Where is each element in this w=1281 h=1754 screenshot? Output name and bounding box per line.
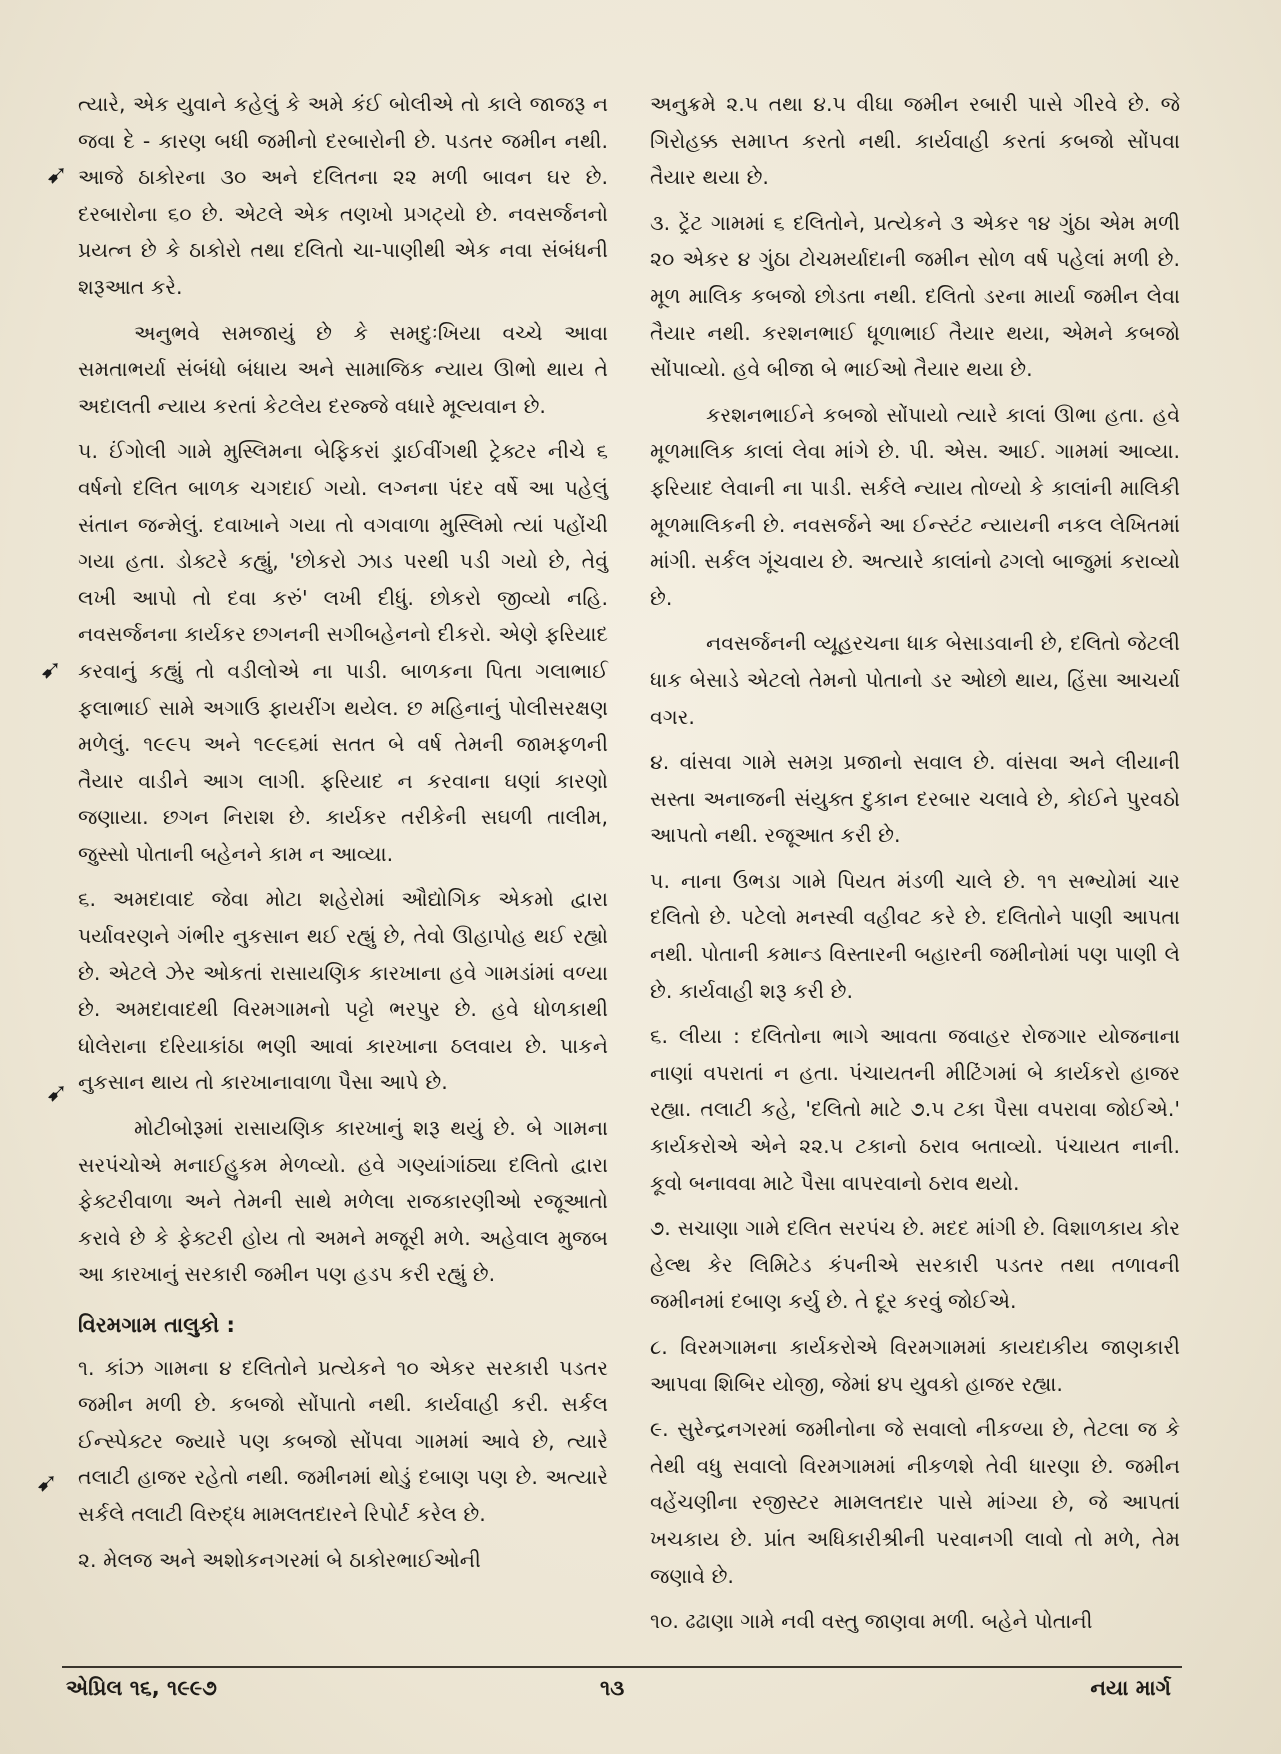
magazine-name: નયા માર્ગ xyxy=(1090,1676,1171,1700)
right-column xyxy=(650,86,1180,1649)
margin-mark-icon: ➹ xyxy=(46,1078,68,1108)
paragraph: ૫. નાના ઉભડા ગામે પિયત મંડળી ચાલે છે. ૧૧ સભ્યોમાં ચાર દલિતો છે. પટેલો મનસ્વી વહીવટ કરે છે. દલિતોને પાણી આપતા નથી. પોતાની કમાન્ડ વિસ્તારની બહારની જમીનોમાં પણ પાણી લે છે. કાર્યવાહી શરૂ કરી છે. xyxy=(650,868,1180,1003)
issue-date: એપ્રિલ ૧૬, ૧૯૯૭ xyxy=(66,1676,217,1700)
paragraph: નવસર્જનની વ્યૂહરચના ધાક બેસાડવાની છે, દલિતો જેટલી ધાક બેસાડે એટલો તેમનો પોતાનો ડર ઓછો થાય, હિંસા આચર્યા વગર. xyxy=(650,631,1180,729)
margin-mark-icon: ➹ xyxy=(46,160,68,190)
paragraph: ત્યારે, એક યુવાને કહેલું કે અમે કંઈ બોલીએ તો કાલે જાજરૂ ન જવા દે - કારણ બધી જમીનો દરબારોની છે. પડતર જમીન નથી. આજે ઠાકોરના ૩૦ અને દલિતના ૨૨ મળી બાવન ઘર છે. દરબારોના ૬૦ છે. એટલે એક તણખો પ્રગટ્યો છે. નવસર્જનનો પ્રયત્ન છે કે ઠાકોરો તથા દલિતો ચા-પાણીથી એક નવા સંબંધની શરૂઆત કરે. xyxy=(78,92,608,299)
paragraph: ૬. લીયા : દલિતોના ભાગે આવતા જવાહર રોજગાર યોજનાના નાણાં વપરાતાં ન હતા. પંચાયતની મીટિંગમાં બે કાર્યકરો હાજર રહ્યા. તલાટી કહે, 'દલિતો માટે ૭.૫ ટકા પૈસા વપરાવા જોઈએ.' કાર્યકરોએ એને ૨૨.૫ ટકાનો ઠરાવ બતાવ્યો. પંચાયત નાની. કૂવો બનાવવા માટે પૈસા વાપરવાનો ઠરાવ થયો. xyxy=(650,1024,1180,1195)
paragraph: ૧. કાંઝ ગામના ૪ દલિતોને પ્રત્યેકને ૧૦ એકર સરકારી પડતર જમીન મળી છે. કબજો સોંપાતો નથી. કાર્યવાહી કરી. સર્કલ ઈન્સ્પેક્ટર જ્યારે પણ કબજો સોંપવા ગામમાં આવે છે, ત્યારે તલાટી હાજર રહેતો નથી. જમીનમાં થોડું દબાણ પણ છે. અત્યારે સર્કલે તલાટી વિરુદ્ધ મામલતદારને રિપોર્ટ કરેલ છે. xyxy=(78,1355,608,1526)
paragraph: ૫. ઈંગોલી ગામે મુસ્લિમના બેફિકરાં ડ્રાઈવીંગથી ટ્રેક્ટર નીચે ૬ વર્ષનો દલિત બાળક ચગદાઈ ગયો. લગ્નના પંદર વર્ષે આ પહેલું સંતાન જન્મેલું. દવાખાને ગયા તો વગવાળા મુસ્લિમો ત્યાં પહોંચી ગયા હતા. ડોક્ટરે કહ્યું, 'છોકરો ઝાડ પરથી પડી ગયો છે, તેવું લખી આપો તો દવા કરું' લખી દીધું. છોકરો જીવ્યો નહિ. નવસર્જનના કાર્યકર છગનની સગીબહેનનો દીકરો. એણે ફરિયાદ કરવાનું કહ્યું તો વડીલોએ ના પાડી. બાળકના પિતા ગલાભાઈ ફલાભાઈ સામે અગાઉ ફાયરીંગ થયેલ. છ મહિનાનું પોલીસરક્ષણ મળેલું. ૧૯૯૫ અને ૧૯૯૬માં સતત બે વર્ષ તેમની જામફળની તૈયાર વાડીને આગ લાગી. ફરિયાદ ન કરવાના ઘણાં કારણો જણાયા. છગન નિરાશ છે. કાર્યકર તરીકેની સઘળી તાલીમ, જુસ્સો પોતાની બહેનને કામ ન આવ્યા. xyxy=(78,439,608,866)
left-column xyxy=(78,86,608,1587)
paragraph: ૪. વાંસવા ગામે સમગ્ર પ્રજાનો સવાલ છે. વાંસવા અને લીયાની સસ્તા અનાજની સંયુક્ત દુકાન દરબાર ચલાવે છે, કોઈને પુરવઠો આપતો નથી. રજૂઆત કરી છે. xyxy=(650,750,1180,848)
page-number: ૧૩ xyxy=(600,1676,625,1700)
paragraph: અનુક્રમે ૨.૫ તથા ૪.૫ વીઘા જમીન રબારી પાસે ગીરવે છે. જે ગિરોહક્ક સમાપ્ત કરતો નથી. કાર્યવાહી કરતાં કબજો સોંપવા તૈયાર થયા છે. xyxy=(650,92,1180,190)
paragraph: ૯. સુરેન્દ્રનગરમાં જમીનોના જે સવાલો નીકળ્યા છે, તેટલા જ કે તેથી વધુ સવાલો વિરમગામમાં નીકળશે તેવી ધારણા છે. જમીન વહેંચણીના રજીસ્ટર મામલતદાર પાસે માંગ્યા છે, જે આપતાં ખચકાય છે. પ્રાંત અધિકારીશ્રીની પરવાનગી લાવો તો મળે, તેમ જણાવે છે. xyxy=(650,1417,1180,1588)
paragraph: ૧૦. ઢઢાણા ગામે નવી વસ્તુ જાણવા મળી. બહેને પોતાની xyxy=(650,1609,1093,1634)
paragraph: મોટીબોરૂમાં રાસાયણિક કારખાનું શરૂ થયું છે. બે ગામના સરપંચોએ મનાઈહુકમ મેળવ્યો. હવે ગણ્યાંગાંઠ્યા દલિતો દ્વારા ફેક્ટરીવાળા અને તેમની સાથે મળેલા રાજકારણીઓ રજૂઆતો કરાવે છે કે ફેક્ટરી હોય તો અમને મજૂરી મળે. અહેવાલ મુજબ આ કારખાનું સરકારી જમીન પણ હડપ કરી રહ્યું છે. xyxy=(78,1116,608,1287)
section-heading: વિરમગામ તાલુકો : xyxy=(78,1313,235,1337)
paragraph: ૬. અમદાવાદ જેવા મોટા શહેરોમાં ઔદ્યોગિક એકમો દ્વારા પર્યાવરણને ગંભીર નુકસાન થઈ રહ્યું છે, તેવો ઊહાપોહ થઈ રહ્યો છે. એટલે ઝેર ઓકતાં રાસાયણિક કારખાના હવે ગામડાંમાં વળ્યા છે. અમદાવાદથી વિરમગામનો પટ્ટો ભરપુર છે. હવે ધોળકાથી ધોલેરાના દરિયાકાંઠા ભણી આવાં કારખાના ઠલવાય છે. પાકને નુકસાન થાય તો કારખાનાવાળા પૈસા આપે છે. xyxy=(78,887,608,1095)
footer-divider xyxy=(62,1666,1182,1668)
paragraph: ૨. મેલજ અને અશોકનગરમાં બે ઠાકોરભાઈઓની xyxy=(78,1547,481,1572)
margin-mark-icon: ➹ xyxy=(36,1468,58,1498)
paragraph: ૩. ટ્રેંટ ગામમાં ૬ દલિતોને, પ્રત્યેકને ૩ એકર ૧૪ ગુંઠા એમ મળી ૨૦ એકર ૪ ગુંઠા ટોચમર્યાદાની જમીન સોળ વર્ષ પહેલાં મળી છે. મૂળ માલિક કબજો છોડતા નથી. દલિતો ડરના માર્યા જમીન લેવા તૈયાર નથી. કરશનભાઈ ધૂળાભાઈ તૈયાર થયા, એમને કબજો સોંપાવ્યો. હવે બીજા બે ભાઈઓ તૈયાર થયા છે. xyxy=(650,210,1180,382)
paragraph: કરશનભાઈને કબજો સોંપાયો ત્યારે કાલાં ઊભા હતા. હવે મૂળમાલિક કાલાં લેવા માંગે છે. પી. એસ. આઈ. ગામમાં આવ્યા. ફરિયાદ લેવાની ના પાડી. સર્કલે ન્યાય તોળ્યો કે કાલાંની માલિકી મૂળમાલિકની છે. નવસર્જને આ ઈન્સ્ટંટ ન્યાયની નકલ લેખિતમાં માંગી. સર્કલ ગૂંચવાય છે. અત્યારે કાલાંનો ઢગલો બાજુમાં કરાવ્યો છે. xyxy=(650,402,1180,610)
paragraph: અનુભવે સમજાયું છે કે સમદુઃખિયા વચ્ચે આવા સમતાભર્યા સંબંધો બંધાય અને સામાજિક ન્યાય ઊભો થાય તે અદાલતી ન્યાય કરતાં કેટલેય દરજ્જે વધારે મૂલ્યવાન છે. xyxy=(78,320,608,418)
paragraph: ૭. સચાણા ગામે દલિત સરપંચ છે. મદદ માંગી છે. વિશાળકાય કોર હેલ્થ કેર લિમિટેડ કંપનીએ સરકારી પડતર તથા તળાવની જમીનમાં દબાણ કર્યુ છે. તે દૂર કરવું જોઈએ. xyxy=(650,1216,1180,1314)
paragraph: ૮. વિરમગામના કાર્યકરોએ વિરમગામમાં કાયદાકીય જાણકારી આપવા શિબિર યોજી, જેમાં ૪૫ યુવકો હાજર રહ્યા. xyxy=(650,1335,1180,1396)
margin-mark-icon: ➹ xyxy=(40,655,62,685)
